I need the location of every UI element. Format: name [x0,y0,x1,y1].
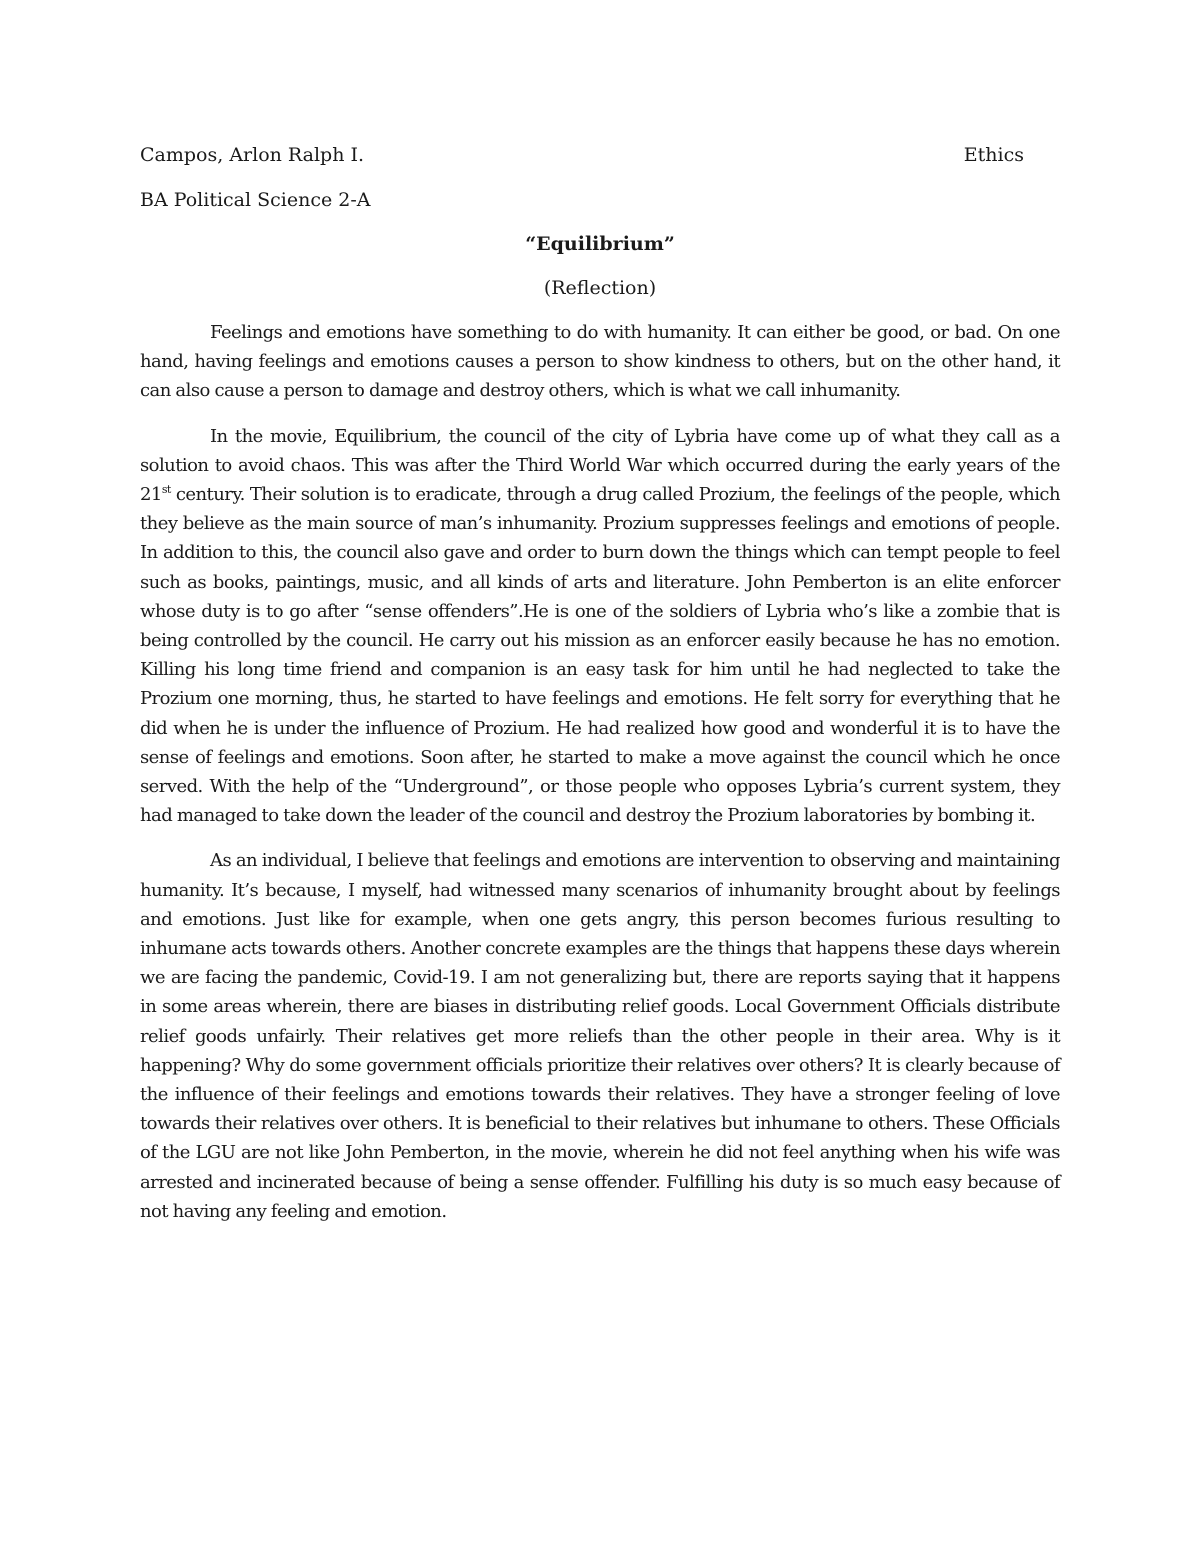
header-line [140,140,1060,170]
document-page [140,140,1060,1242]
document-subtitle: (Reflection) [543,277,657,299]
paragraph-3: As an individual, I believe that feelings and emotions are intervention to observing and maintaining humanity. It’s because, I myself, had witnessed many scenarios of inhumanity brought about by feelings and emotions. Just like for example, when one gets angry, this person becomes furious resulting to inhumane acts towards others. Another concrete examples are the things that happens these days wherein we are facing the pandemic, Covid-19. I am not generalizing but, there are reports saying that it happens in some areas wherein, there are biases in distributing relief goods. Local Government Officials distribute relief goods unfairly. Their relatives get more reliefs than the other people in their area. Why is it happening? Why do some government officials prioritize their relatives over others? It is clearly because of the influence of their feelings and emotions towards their relatives. They have a stronger feeling of love towards their relatives over others. It is beneficial to their relatives but inhumane to others. These Officials of the LGU are not like John Pemberton, in the movie, wherein he did not feel anything when his wife was arrested and incinerated because of being a sense offender. Fulfilling his duty is so much easy because of not having any feeling and emotion. [140,850,1060,1222]
document-title: “Equilibrium” [525,233,675,255]
paragraph-2 [140,422,1060,831]
ordinal-suffix: st [161,483,171,497]
subject-name: Ethics [963,144,1024,166]
course-section: BA Political Science 2-A [140,189,371,211]
document-body [140,318,1060,1226]
paragraph-1: Feelings and emotions have something to do with humanity. It can either be good, or bad. On one hand, having feelings and emotions causes a person to show kindness to others, but on the other hand, it can also cause a person to damage and destroy others, which is what we call inhumanity. [140,322,1060,402]
paragraph-2-part-1: In the movie, Equilibrium, the council of the city of Lybria have come up of what they call as a solution to avoid chaos. This was after the Third World War which occurred during the early years of the 21 [140,425,1060,506]
author-name: Campos, Arlon Ralph I. [140,144,365,166]
paragraph-2-part-2: century. Their solution is to eradicate, through a drug called Prozium, the feelings of the people, which they believe as the main source of man’s inhumanity. Prozium suppresses feelings and emotions of people. In addition to this, the council also gave and order to burn down the things which can tempt people to feel such as books, paintings, music, and all kinds of arts and literature. John Pemberton is an elite enforcer whose duty is to go after “sense offenders”.He is one of the soldiers of Lybria who’s like a zombie that is being controlled by the council. He carry out his mission as an enforcer easily because he has no emotion. Killing his long time friend and companion is an easy task for him until he had neglected to take the Prozium one morning, thus, he started to have feelings and emotions. He felt sorry for everything that he did when he is under the influence of Prozium. He had realized how good and wonderful it is to have the sense of feelings and emotions. Soon after, he started to make a move against the council which he once served. With the help of the “Underground”, or those people who opposes Lybria’s current system, they had managed to take down the leader of the council and destroy the Prozium laboratories by bombing it. [140,484,1060,827]
